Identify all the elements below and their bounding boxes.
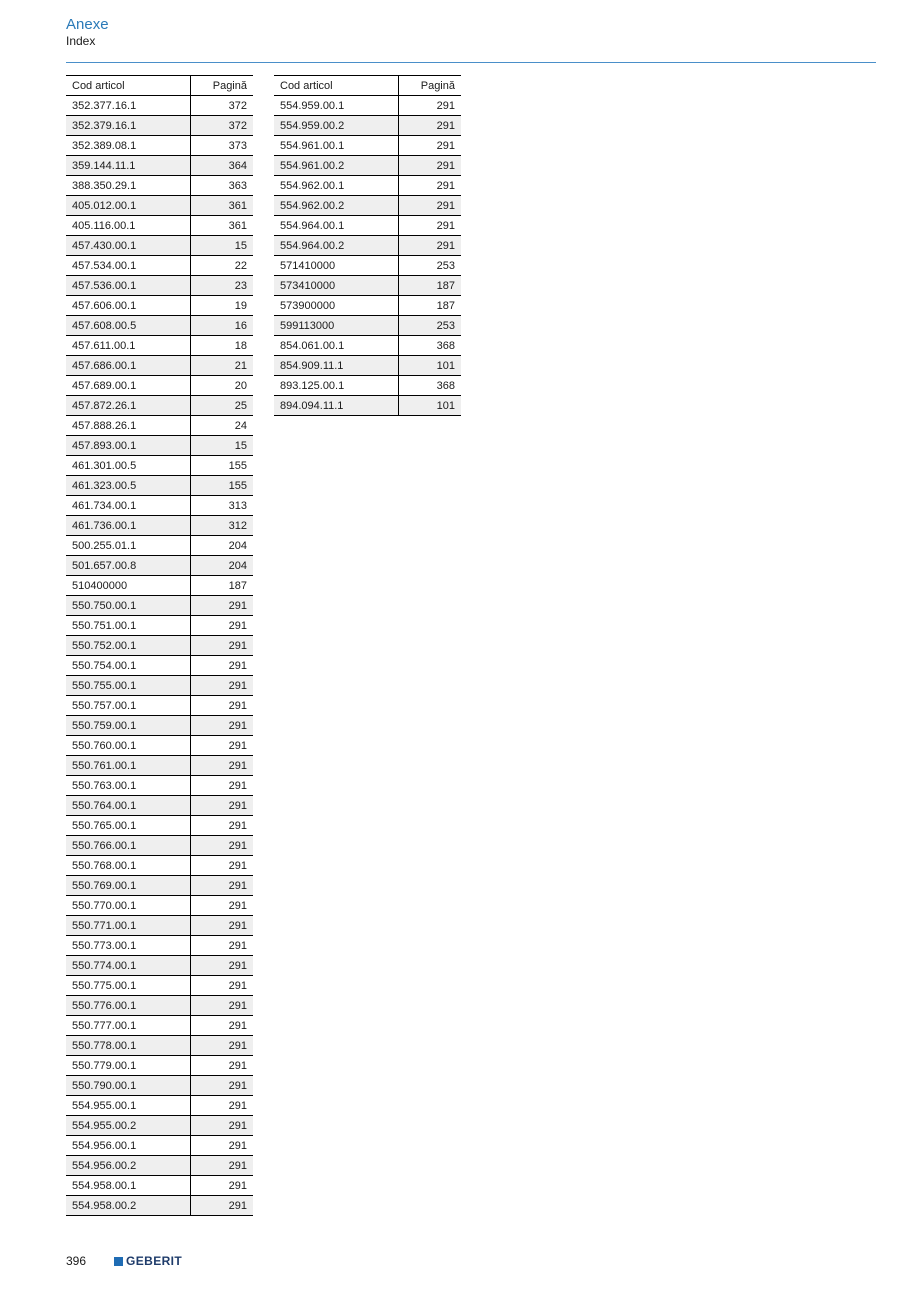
page-ref: 291 <box>190 656 253 676</box>
page-ref: 368 <box>398 376 461 396</box>
page-ref: 155 <box>190 456 253 476</box>
page-ref: 291 <box>190 736 253 756</box>
table-row <box>274 256 461 276</box>
article-code: 554.958.00.1 <box>66 1176 190 1196</box>
article-code: 461.734.00.1 <box>66 496 190 516</box>
table-row <box>66 256 253 276</box>
page-ref: 372 <box>190 96 253 116</box>
table-header-row <box>274 76 461 96</box>
article-code: 510400000 <box>66 576 190 596</box>
page-ref: 23 <box>190 276 253 296</box>
index-table-right-body <box>274 96 461 416</box>
article-code: 550.751.00.1 <box>66 616 190 636</box>
table-row <box>66 336 253 356</box>
page-ref: 24 <box>190 416 253 436</box>
table-row <box>66 416 253 436</box>
article-code: 550.769.00.1 <box>66 876 190 896</box>
page-ref: 187 <box>398 276 461 296</box>
table-row <box>66 316 253 336</box>
table-row <box>66 976 253 996</box>
article-code: 550.776.00.1 <box>66 996 190 1016</box>
table-row <box>274 376 461 396</box>
table-row <box>66 576 253 596</box>
table-row <box>274 396 461 416</box>
page-ref: 291 <box>190 1036 253 1056</box>
page-ref: 363 <box>190 176 253 196</box>
article-code: 550.759.00.1 <box>66 716 190 736</box>
table-row <box>66 736 253 756</box>
table-row <box>66 496 253 516</box>
article-code: 550.775.00.1 <box>66 976 190 996</box>
page-ref: 204 <box>190 556 253 576</box>
table-row <box>66 96 253 116</box>
column-header-code: Cod articol <box>274 76 398 96</box>
table-row <box>274 296 461 316</box>
table-row <box>66 516 253 536</box>
page-ref: 291 <box>190 596 253 616</box>
table-row <box>66 116 253 136</box>
table-row <box>66 996 253 1016</box>
page-ref: 16 <box>190 316 253 336</box>
table-row <box>274 276 461 296</box>
page-ref: 22 <box>190 256 253 276</box>
table-row <box>274 96 461 116</box>
page-ref: 18 <box>190 336 253 356</box>
article-code: 894.094.11.1 <box>274 396 398 416</box>
article-code: 554.961.00.2 <box>274 156 398 176</box>
table-row <box>274 316 461 336</box>
page-ref: 291 <box>190 756 253 776</box>
index-table-right <box>274 75 461 416</box>
article-code: 550.790.00.1 <box>66 1076 190 1096</box>
page-ref: 20 <box>190 376 253 396</box>
article-code: 554.962.00.2 <box>274 196 398 216</box>
table-row <box>66 816 253 836</box>
article-code: 457.606.00.1 <box>66 296 190 316</box>
table-row <box>66 756 253 776</box>
page-ref: 15 <box>190 236 253 256</box>
article-code: 554.956.00.1 <box>66 1136 190 1156</box>
article-code: 571410000 <box>274 256 398 276</box>
table-row <box>274 136 461 156</box>
page-ref: 373 <box>190 136 253 156</box>
page-ref: 312 <box>190 516 253 536</box>
table-row <box>66 396 253 416</box>
page-ref: 291 <box>190 876 253 896</box>
page-ref: 101 <box>398 396 461 416</box>
page-ref: 25 <box>190 396 253 416</box>
table-row <box>66 456 253 476</box>
page-ref: 291 <box>190 696 253 716</box>
article-code: 550.754.00.1 <box>66 656 190 676</box>
article-code: 550.773.00.1 <box>66 936 190 956</box>
table-row <box>66 236 253 256</box>
table-row <box>66 776 253 796</box>
article-code: 550.770.00.1 <box>66 896 190 916</box>
article-code: 550.763.00.1 <box>66 776 190 796</box>
page-ref: 361 <box>190 216 253 236</box>
article-code: 457.893.00.1 <box>66 436 190 456</box>
table-row <box>66 1016 253 1036</box>
table-row <box>66 656 253 676</box>
page-ref: 291 <box>190 716 253 736</box>
article-code: 854.061.00.1 <box>274 336 398 356</box>
article-code: 461.323.00.5 <box>66 476 190 496</box>
table-row <box>66 916 253 936</box>
page-ref: 313 <box>190 496 253 516</box>
article-code: 554.959.00.2 <box>274 116 398 136</box>
table-row <box>66 176 253 196</box>
header-divider <box>66 62 876 63</box>
article-code: 352.379.16.1 <box>66 116 190 136</box>
brand-logo <box>114 1254 182 1268</box>
article-code: 550.765.00.1 <box>66 816 190 836</box>
page-footer <box>66 1254 182 1268</box>
table-header-row <box>66 76 253 96</box>
article-code: 500.255.01.1 <box>66 536 190 556</box>
article-code: 457.534.00.1 <box>66 256 190 276</box>
index-table-left <box>66 75 253 1216</box>
page-ref: 291 <box>190 1196 253 1216</box>
article-code: 554.959.00.1 <box>274 96 398 116</box>
page-ref: 291 <box>398 176 461 196</box>
article-code: 457.536.00.1 <box>66 276 190 296</box>
section-subtitle: Index <box>66 34 96 48</box>
column-header-page: Pagină <box>190 76 253 96</box>
article-code: 388.350.29.1 <box>66 176 190 196</box>
table-row <box>274 236 461 256</box>
article-code: 599113000 <box>274 316 398 336</box>
table-row <box>66 936 253 956</box>
table-row <box>66 1096 253 1116</box>
article-code: 554.955.00.2 <box>66 1116 190 1136</box>
logo-wordmark: GEBERIT <box>126 1254 183 1268</box>
table-row <box>66 1116 253 1136</box>
table-row <box>274 216 461 236</box>
table-row <box>66 1036 253 1056</box>
table-row <box>274 196 461 216</box>
page-ref: 291 <box>190 896 253 916</box>
table-row <box>66 216 253 236</box>
page-ref: 155 <box>190 476 253 496</box>
page-ref: 291 <box>190 936 253 956</box>
table-row <box>66 856 253 876</box>
page-ref: 291 <box>398 116 461 136</box>
table-row <box>66 596 253 616</box>
article-code: 457.608.00.5 <box>66 316 190 336</box>
page-ref: 291 <box>190 1176 253 1196</box>
table-row <box>66 1076 253 1096</box>
table-row <box>274 336 461 356</box>
table-row <box>66 1196 253 1216</box>
page-ref: 291 <box>190 1076 253 1096</box>
table-row <box>66 1176 253 1196</box>
page-ref: 364 <box>190 156 253 176</box>
article-code: 405.012.00.1 <box>66 196 190 216</box>
page-ref: 291 <box>190 816 253 836</box>
table-row <box>66 476 253 496</box>
article-code: 405.116.00.1 <box>66 216 190 236</box>
table-row <box>66 896 253 916</box>
table-row <box>66 436 253 456</box>
page-ref: 291 <box>190 1116 253 1136</box>
table-row <box>66 156 253 176</box>
article-code: 554.962.00.1 <box>274 176 398 196</box>
table-row <box>66 136 253 156</box>
article-code: 550.761.00.1 <box>66 756 190 776</box>
article-code: 550.777.00.1 <box>66 1016 190 1036</box>
table-row <box>66 956 253 976</box>
article-code: 554.956.00.2 <box>66 1156 190 1176</box>
table-row <box>66 836 253 856</box>
article-code: 550.752.00.1 <box>66 636 190 656</box>
page-ref: 204 <box>190 536 253 556</box>
table-row <box>66 276 253 296</box>
article-code: 854.909.11.1 <box>274 356 398 376</box>
article-code: 550.779.00.1 <box>66 1056 190 1076</box>
page-ref: 291 <box>398 96 461 116</box>
table-row <box>66 376 253 396</box>
article-code: 550.755.00.1 <box>66 676 190 696</box>
page-ref: 368 <box>398 336 461 356</box>
page-ref: 291 <box>190 976 253 996</box>
table-row <box>66 716 253 736</box>
page-ref: 291 <box>190 1016 253 1036</box>
article-code: 359.144.11.1 <box>66 156 190 176</box>
table-row <box>66 1136 253 1156</box>
table-row <box>66 296 253 316</box>
article-code: 893.125.00.1 <box>274 376 398 396</box>
article-code: 554.955.00.1 <box>66 1096 190 1116</box>
page-ref: 187 <box>398 296 461 316</box>
article-code: 554.958.00.2 <box>66 1196 190 1216</box>
column-header-page: Pagină <box>398 76 461 96</box>
page-ref: 253 <box>398 316 461 336</box>
table-row <box>66 696 253 716</box>
page-ref: 291 <box>190 636 253 656</box>
page-ref: 15 <box>190 436 253 456</box>
page-ref: 291 <box>190 776 253 796</box>
page-ref: 21 <box>190 356 253 376</box>
table-row <box>274 356 461 376</box>
table-row <box>66 356 253 376</box>
page-ref: 291 <box>190 1136 253 1156</box>
article-code: 550.768.00.1 <box>66 856 190 876</box>
article-code: 573900000 <box>274 296 398 316</box>
article-code: 352.377.16.1 <box>66 96 190 116</box>
article-code: 550.764.00.1 <box>66 796 190 816</box>
page-ref: 291 <box>190 1156 253 1176</box>
page-ref: 361 <box>190 196 253 216</box>
table-row <box>66 796 253 816</box>
table-row <box>66 676 253 696</box>
section-title: Anexe <box>66 16 109 33</box>
article-code: 550.766.00.1 <box>66 836 190 856</box>
article-code: 457.689.00.1 <box>66 376 190 396</box>
article-code: 501.657.00.8 <box>66 556 190 576</box>
article-code: 550.774.00.1 <box>66 956 190 976</box>
table-row <box>66 556 253 576</box>
article-code: 457.430.00.1 <box>66 236 190 256</box>
table-row <box>66 1156 253 1176</box>
page-ref: 291 <box>190 676 253 696</box>
page-ref: 187 <box>190 576 253 596</box>
article-code: 550.778.00.1 <box>66 1036 190 1056</box>
article-code: 457.888.26.1 <box>66 416 190 436</box>
article-code: 461.736.00.1 <box>66 516 190 536</box>
table-row <box>66 876 253 896</box>
column-header-code: Cod articol <box>66 76 190 96</box>
article-code: 573410000 <box>274 276 398 296</box>
page-ref: 291 <box>398 156 461 176</box>
page-ref: 101 <box>398 356 461 376</box>
page-header <box>66 16 109 48</box>
table-row <box>66 1056 253 1076</box>
page-ref: 291 <box>190 1056 253 1076</box>
table-row <box>274 116 461 136</box>
page-ref: 19 <box>190 296 253 316</box>
page-number: 396 <box>66 1254 87 1268</box>
article-code: 554.964.00.1 <box>274 216 398 236</box>
index-table-left-body <box>66 96 253 1216</box>
page-ref: 291 <box>190 916 253 936</box>
page-ref: 372 <box>190 116 253 136</box>
table-row <box>274 156 461 176</box>
article-code: 457.686.00.1 <box>66 356 190 376</box>
article-code: 554.961.00.1 <box>274 136 398 156</box>
page-ref: 291 <box>398 196 461 216</box>
table-row <box>66 196 253 216</box>
page-ref: 291 <box>190 1096 253 1116</box>
table-row <box>274 176 461 196</box>
table-row <box>66 536 253 556</box>
page-ref: 291 <box>190 856 253 876</box>
article-code: 457.872.26.1 <box>66 396 190 416</box>
article-code: 550.757.00.1 <box>66 696 190 716</box>
page-ref: 291 <box>190 616 253 636</box>
page-ref: 291 <box>190 956 253 976</box>
page-ref: 291 <box>190 796 253 816</box>
table-row <box>66 616 253 636</box>
article-code: 550.760.00.1 <box>66 736 190 756</box>
logo-square-icon <box>114 1257 123 1266</box>
article-code: 554.964.00.2 <box>274 236 398 256</box>
article-code: 352.389.08.1 <box>66 136 190 156</box>
page-ref: 291 <box>190 836 253 856</box>
page-ref: 291 <box>398 216 461 236</box>
page-ref: 291 <box>398 136 461 156</box>
page-ref: 291 <box>398 236 461 256</box>
table-row <box>66 636 253 656</box>
article-code: 457.611.00.1 <box>66 336 190 356</box>
page-ref: 291 <box>190 996 253 1016</box>
page-ref: 253 <box>398 256 461 276</box>
article-code: 550.771.00.1 <box>66 916 190 936</box>
article-code: 461.301.00.5 <box>66 456 190 476</box>
article-code: 550.750.00.1 <box>66 596 190 616</box>
